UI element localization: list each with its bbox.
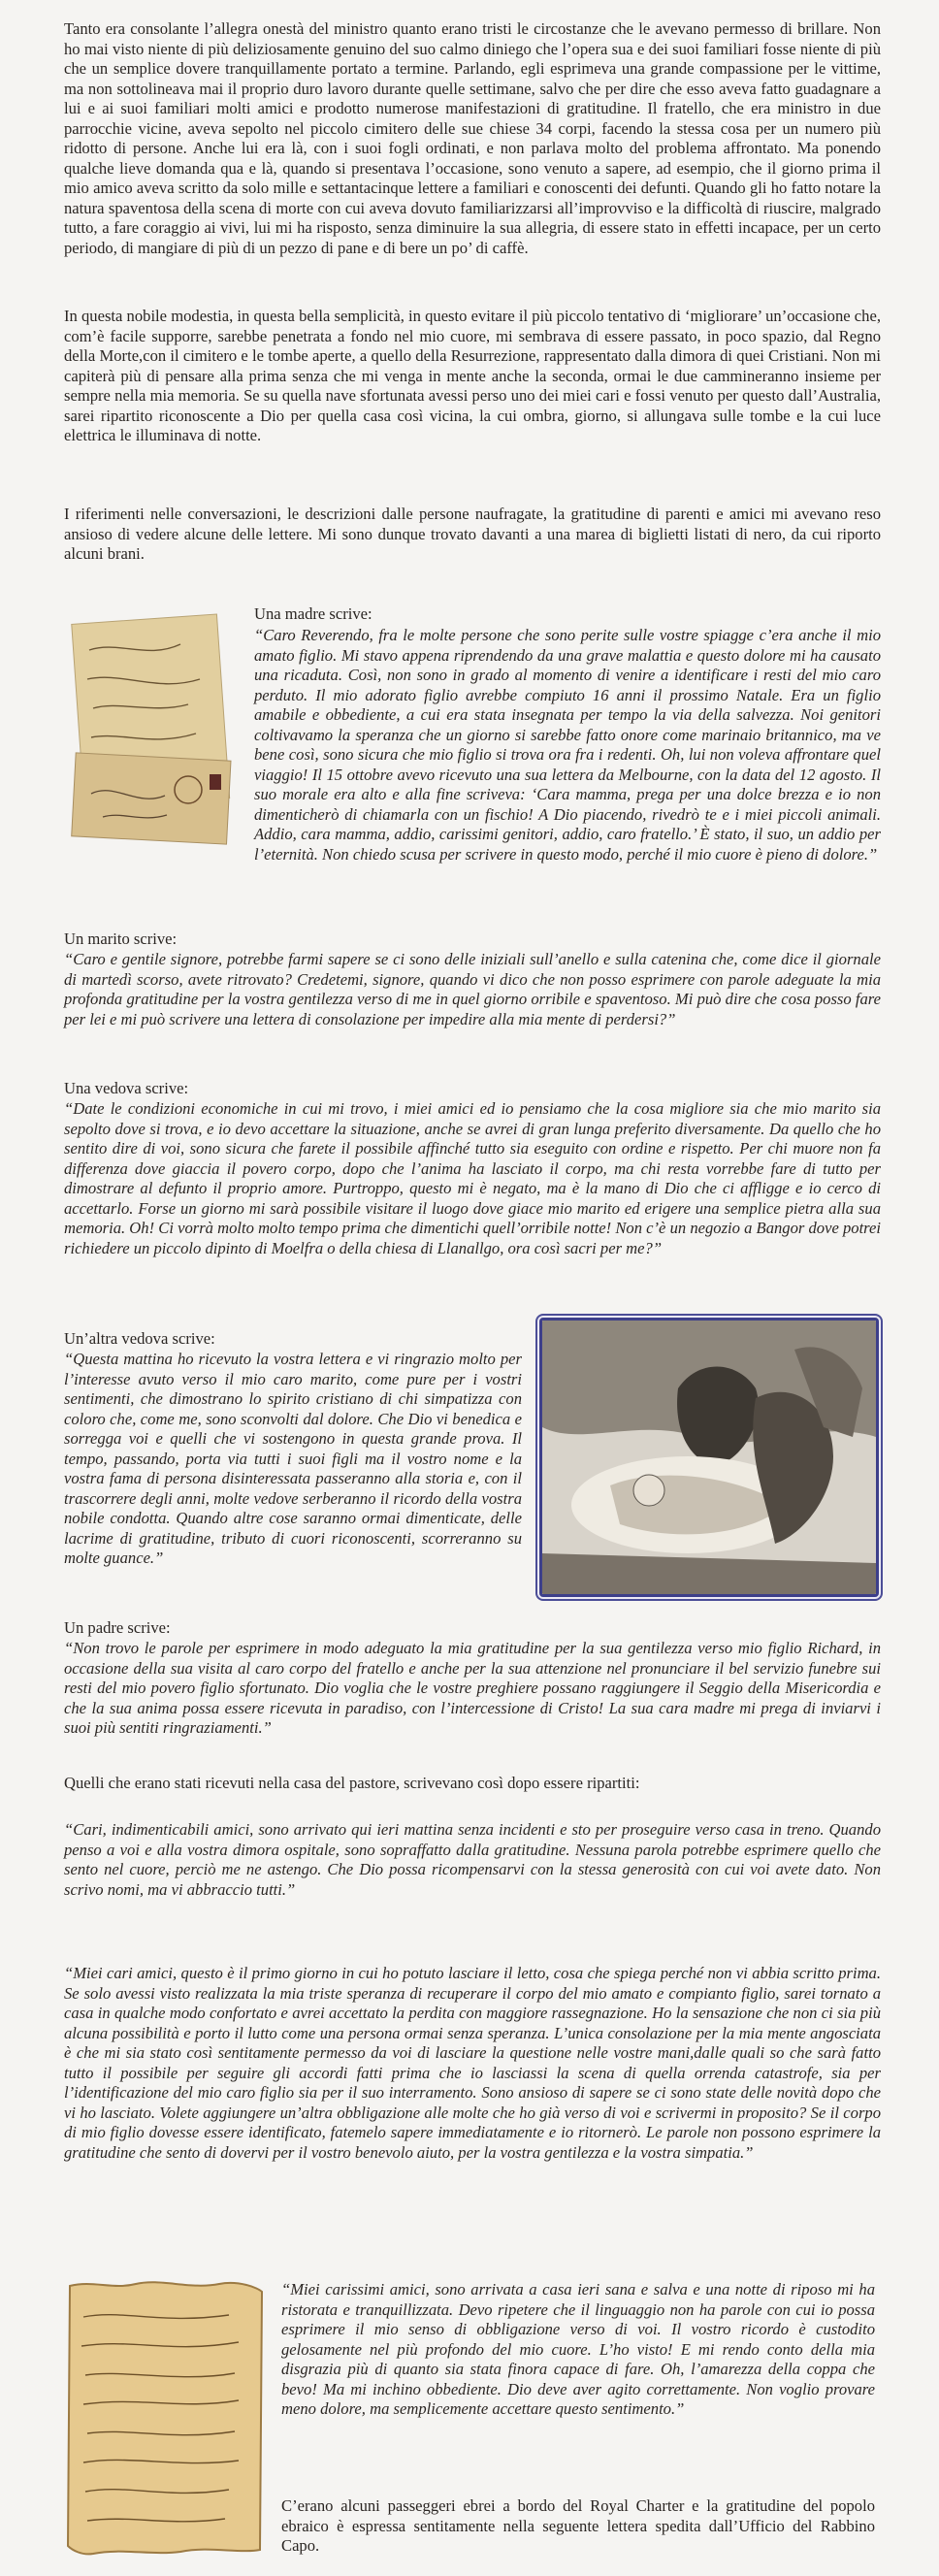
engraving-image <box>539 1318 879 1597</box>
guest-letter-2: “Miei cari amici, questo è il primo giorno in cui ho potuto lasciare il letto, cosa che spiega perché non vi abbia scritto prima. Se solo avessi visto realizzata la mia triste speranza di recuperare il corpo del mio amato e compianto figlio, sarei tornato a casa in qualche modo confortato e avrei accettato la perdita con maggiore rassegnazione. Ho la sensazione che non ci sia più alcuna possibilità e porto il lutto come una persona ormai senza speranza. L’unica consolazione per la mia mente angosciata è che mi sia stato così sentitamente permesso da voi di lasciare la questione nelle vostre mani,dalle quali so che sarà fatto tutto il possibile per seguire gli accordi fatti prima che io lasciassi la scena di quella orrenda catastrofe, sia per l’identificazione del mio caro figlio sia per il suo interramento. Sono ansioso di sapere se ci sono state delle novità dopo che vi ho lasciato. Volete aggiungere un’altra obbligazione alle molte che ho già verso di voi e scrivermi in proposito? Se il corpo di mio figlio dovesse essere identificato, fatemelo sapere immediatamente e io ritornerò. Le parole non possono esprimere la gratitudine che sento di dovervi per il vostro benevolo aiuto, per la vostra gentilezza e la vostra simpatia.” <box>64 1964 881 2162</box>
closing-paragraph: C’erano alcuni passeggeri ebrei a bordo del Royal Charter e la gratitudine del popolo ebraico è espressa sentitamente nella seguente lettera spedita dall’Ufficio del Rabbino Capo. <box>281 2496 875 2555</box>
widow-heading: Una vedova scrive: <box>64 1079 189 1097</box>
received-intro: Quelli che erano stati ricevuti nella casa del pastore, scrivevano così dopo essere ripartiti: <box>64 1774 640 1792</box>
parchment-image <box>64 2278 266 2556</box>
mother-heading: Una madre scrive: <box>254 604 372 623</box>
guest-letter-3: “Miei carissimi amici, sono arrivata a casa ieri sana e salva e una notte di riposo mi ha ristorata e tranquillizzata. Devo ripetere che il linguaggio non ha parole con cui io possa esprimere il mio senso di obbligazione verso di voi. Il vostro ricordo è custodito gelosamente nel più profondo del mio cuore. L’ho visto! E mi rendo conto della mia disgrazia più di quanto sia stata finora capace di fare. Oh, l’amarezza della coppa che bevo! Ma mi inchino obbediente. Dio deve aver agito correttamente. Non voglio provare meno dolore, ma semplicemente accettare questo sentimento.” <box>281 2280 875 2418</box>
husband-heading: Un marito scrive: <box>64 929 178 948</box>
intro-paragraph-2: In questa nobile modestia, in questa bella semplicità, in questo evitare il più piccolo tentativo di ‘migliorare’ un’occasione che, com’è facile supporre, sarebbe penetrata a fondo nel mio cuore, mi sembrava di essere passato, in poco spazio, dal Regno della Morte,con il cimitero e le tombe aperte, a quello della Resurrezione, rappresentato dalla dimora di quei Cristiani. Non mi capiterà più di pensare alla prima senza che mi venga in mente anche la seconda, ormai le due cammineranno insieme per sempre nella mia memoria. Se su quella nave sfortunata avessi perso uno dei miei cari e fossi venuto per questo dall’Australia, sarei ripartito riconoscente a Dio per quella casa così vicina, la cui ombra, giorno, si allungava sulle tombe e la cui luce elettrica le illuminava di notte. <box>64 307 881 444</box>
guest-letter-1: “Cari, indimenticabili amici, sono arrivato qui ieri mattina senza incidenti e sto per proseguire verso casa in treno. Quando penso a voi e alla vostra dimora ospitale, sono sopraffatto dalla gratitudine. Nessuna parola potrebbe esprimere quello che sento nel cuore, perciò me ne astengo. Che Dio possa ricompensarvi con la stessa generosità con cui voi avete dato. Non scrivo nomi, ma vi abbraccio tutti.” <box>64 1820 881 1899</box>
references-paragraph: I riferimenti nelle conversazioni, le descrizioni dalle persone naufragate, la gratitudine di parenti e amici mi avevano reso ansioso di vedere alcune delle lettere. Mi sono dunque trovato davanti a una marea di biglietti listati di nero, da cui riporto alcuni brani. <box>64 505 881 563</box>
father-heading: Un padre scrive: <box>64 1618 171 1637</box>
intro-paragraph-1: Tanto era consolante l’allegra onestà del ministro quanto erano tristi le circostanze che le avevano permesso di brillare. Non ho mai visto niente di più deliziosamente genuino del suo calmo diniego che l’opera sua e dei suoi familiari fosse niente di più che un semplice dovere tranquillamente portato a termine. Parlando, egli esprimeva una grande compassione per le vittime, ma non sottolineava mai il proprio duro lavoro durante quelle settimane, salvo che per dire che esso aveva fatto guadagnare a lui e ai suoi familiari molti amici e prodotto numerose manifestazioni di gratitudine. Il fratello, che era ministro in due parrocchie vicine, aveva sepolto nel piccolo cimitero delle sue chiese 34 corpi, facendo la stessa cosa per un numero più ridotto di persone. Anche lui era là, con i suoi fogli ordinati, e non parlava molto del problema affrontato. Ma ponendo qualche lieve domanda qua e là, quando si presentava l’occasione, sono venuto a sapere, ad esempio, che il giorno prima il mio amico aveva scritto da solo mille e settantacinque lettere a familiari e conoscenti dei defunti. Quando gli ho fatto notare la natura spaventosa della scena di morte con cui aveva dovuto familiarizzarsi all’improvviso e la difficoltà di riuscire, malgrado tutto, a fare coraggio ai vivi, lui mi ha risposto, senza diminuire la sua allegria, di essere stato in effetti incapace, per un certo periodo, di mangiare di più di un pezzo di pane e di bere un po’ di caffè. <box>64 19 881 257</box>
widow-letter-body: “Date le condizioni economiche in cui mi trovo, i miei amici ed io pensiamo che la cosa migliore sia che mio marito sia sepolto dove si trova, e io devo accettare la situazione, anche se avrei di gran lunga preferito diversamente. Da quello che ho sentito dire di voi, sono sicura che farete il possibile affinché tutto sia eseguito con ordine e rispetto. Per chi muore non fa differenza dove giaccia il povero corpo, dopo che l’anima ha lasciato il corpo, ma chi resta vorrebbe fare di tutto per dimostrare al defunto il proprio amore. Purtroppo, questo mi è negato, ma è la mano di Dio che ci affligge e io cerco di accettarlo. Forse un giorno mi sarà possibile visitare il luogo dove giace mio marito ed erigere una semplice pietra alla sua memoria. Oh! Ci vorrà molto molto tempo prima che dimentichi quell’orribile notte! Non c’è un negozio a Bangor dove potrei richiedere un piccolo dipinto di Moelfra o della chiesa di Llanallgo, ora così sacri per me?” <box>64 1099 881 1257</box>
shipwreck-engraving-icon <box>542 1321 876 1594</box>
parchment-letter-icon <box>64 2278 266 2556</box>
widow2-letter-body: “Questa mattina ho ricevuto la vostra lettera e vi ringrazio molto per l’interesse avuto verso il mio caro marito, come pure per i vostri sentimenti, che dimostrano lo spirito cristiano di chi simpatizza con coloro che, come me, sono sconvolti dal dolore. Che Dio vi benedica e sorregga voi e quelli che vi sostengono in questa grande prova. Il tempo, passando, porta via tutti i suoi figli ma il vostro nome e la vostra fama di persona disinteressata passeranno alla storia e, con il trascorrere degli anni, molte vedove serberanno il ricordo della vostra nobile condotta. Quando altre cose saranno ormai dimenticate, delle lacrime di gratitudine, tributo di cuori riconoscenti, scorreranno su molte guance.” <box>64 1350 522 1567</box>
mother-image-spacer <box>64 626 254 855</box>
widow2-heading: Un’altra vedova scrive: <box>64 1329 215 1348</box>
father-letter-body: “Non trovo le parole per esprimere in modo adeguato la mia gratitudine per la sua gentilezza verso mio figlio Richard, in occasione della sua visita al caro corpo del fratello e anche per la sua attenzione nel pronunciare il bel servizio funebre sui resti del mio povero figlio sfortunato. Dio voglia che le vostre preghiere possano raggiungere il Seggio della Misericordia e che la sua anima possa essere ricevuta in paradiso, con l’intercessione di Cristo! La sua cara madre mi prega di inviarvi i suoi più sentiti ringraziamenti.” <box>64 1639 881 1737</box>
mother-letter-body: “Caro Reverendo, fra le molte persone che sono perite sulle vostre spiagge c’era anche il mio amato figlio. Mi stavo appena riprendendo da una grave malattia e questo dolore mi ha causato una ricaduta. Così, non sono in grado al momento di venire a identificare i resti del mio caro perduto. Il mio adorato figlio avrebbe compiuto 16 anni il prossimo Natale. Era un figlio amabile e obbediente, a cui era stata insegnata per tempo la via della salvezza. Noi genitori coltivavamo la speranza che un giorno si sarebbe fatto onore come marinaio britannico, ma ve bene così, sono sicura che mio figlio si trova ora fra i redenti. Oh, lui non voleva affrontare quel viaggio! Il 15 ottobre avevo ricevuto una sua lettera da Melbourne, con la data del 12 agosto. Il suo morale era alto e alla fine scriveva: ‘Cara mamma, prega per una dolce brezza e io non dimenticherò di chiamarla con un fischio! A Dio piacendo, rivedrò te e i miei piccoli animali. Addio, cara mamma, addio, carissimi genitori, addio, caro fratello.’ È stato, il suo, un addio per l’eternità. Non chiedo scusa per scrivere in questo modo, perché il mio cuore è pieno di dolore.” <box>254 626 881 864</box>
mother-letter-wrap <box>64 626 881 864</box>
husband-letter-body: “Caro e gentile signore, potrebbe farmi sapere se ci sono delle iniziali sull’anello e sulla catenina che, come dice il giornale di martedì scorso, avete ritrovato? Credetemi, signore, quando vi dico che non posso esprimere con parole adeguate la mia profonda gratitudine per la vostra gentilezza verso di me in quel giorno orribile e spaventoso. Mi può dire che cosa posso fare per lei e mi può scrivere una lettera di consolazione per impedire alla mia mente di perdersi?” <box>64 950 881 1028</box>
